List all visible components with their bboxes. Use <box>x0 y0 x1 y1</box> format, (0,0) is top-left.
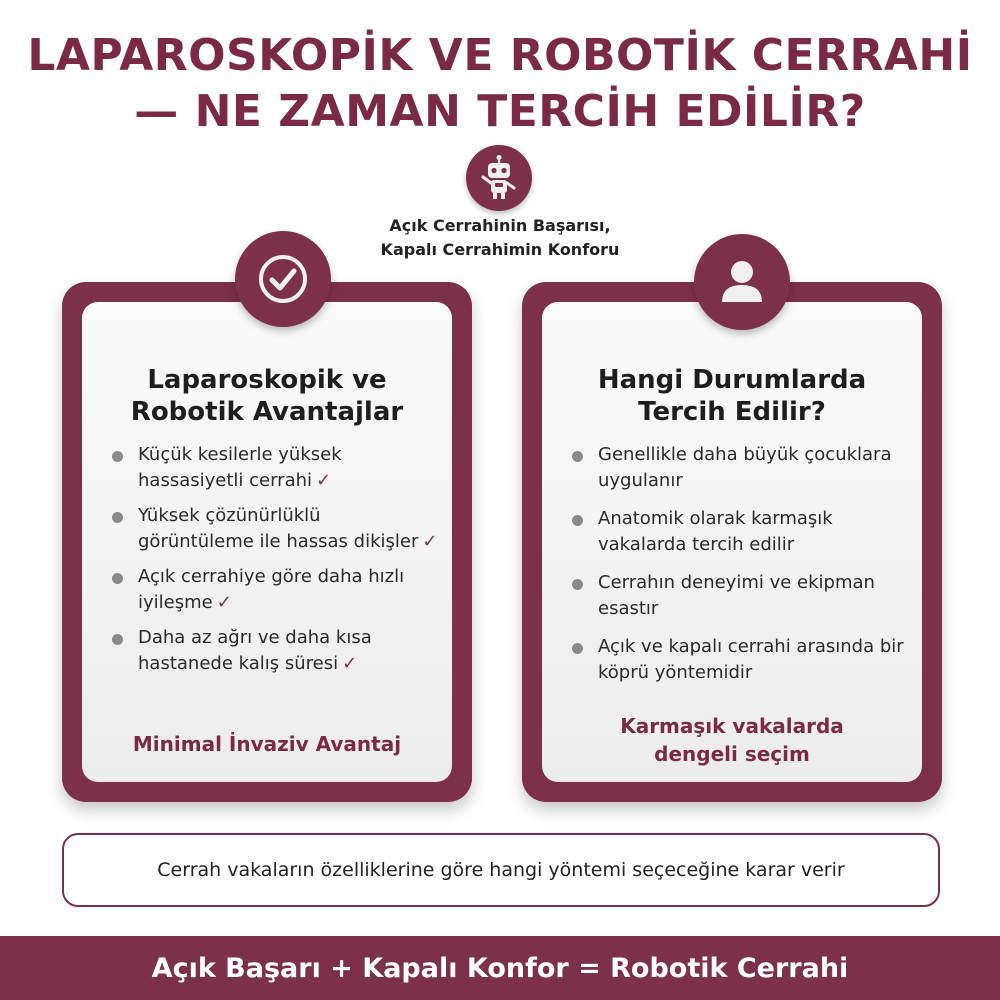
when-preferred-card-badge <box>694 234 790 330</box>
bottom-banner <box>0 936 1000 1000</box>
page-title <box>0 28 1000 140</box>
list-item-text: Genellikle daha büyük çocuklara uygulanır <box>598 444 892 491</box>
list-item <box>112 625 442 677</box>
summary-note-text: Cerrah vakaların özelliklerine göre hangi yöntemi seçeceğine karar verir <box>157 859 845 881</box>
advantages-card <box>62 282 472 802</box>
bottom-banner-text: Açık Başarı + Kapalı Konfor = Robotik Cerrahi <box>151 952 849 984</box>
when-preferred-card <box>522 282 942 802</box>
subtitle <box>300 214 700 262</box>
list-item-text: Daha az ağrı ve daha kısa hastanede kalış süresi <box>138 627 372 674</box>
advantages-card-title-line-1: Laparoskopik ve <box>147 365 387 395</box>
summary-note <box>62 833 940 907</box>
when-preferred-card-title <box>542 364 922 428</box>
advantages-card-footer-text: Minimal İnvaziv Avantaj <box>132 732 402 756</box>
advantages-card-title <box>82 364 452 428</box>
list-item-text: Açık ve kapalı cerrahi arasında bir köprü yöntemidir <box>598 636 904 683</box>
when-preferred-card-footer-line-2: dengeli seçim <box>654 742 810 766</box>
list-item-text: Anatomik olarak karmaşık vakalarda tercih edilir <box>598 508 833 555</box>
robot-badge <box>466 145 532 211</box>
advantages-card-body <box>82 302 452 782</box>
list-item <box>572 570 912 622</box>
when-preferred-card-title-line-1: Hangi Durumlarda <box>597 365 867 395</box>
advantages-list <box>112 442 442 686</box>
list-item <box>112 503 442 555</box>
when-preferred-card-footer-line-1: Karmaşık vakalarda <box>620 714 844 738</box>
subtitle-line-2: Kapalı Cerrahimin Konforu <box>380 240 620 259</box>
list-item-text: Açık cerrahiye göre daha hızlı iyileşme <box>138 566 405 613</box>
check-icon <box>253 249 313 309</box>
list-item <box>112 564 442 616</box>
list-item-text: Yüksek çözünürlüklü görüntüleme ile hassas dikişler <box>138 505 419 552</box>
when-preferred-card-body <box>542 302 922 782</box>
check-mark-icon: ✓ <box>316 470 332 491</box>
user-icon <box>712 252 772 312</box>
robot-icon <box>479 155 519 201</box>
advantages-card-footer <box>82 730 452 758</box>
list-item <box>572 442 912 494</box>
page-title-line-1: LAPAROSKOPİK VE ROBOTİK CERRAHİ <box>27 30 973 81</box>
list-item <box>572 506 912 558</box>
page-title-line-2: — NE ZAMAN TERCİH EDİLİR? <box>134 86 866 137</box>
when-preferred-card-title-line-2: Tercih Edilir? <box>638 397 826 427</box>
list-item-text: Küçük kesilerle yüksek hassasiyetli cerrahi <box>138 444 342 491</box>
subtitle-line-1: Açık Cerrahinin Başarısı, <box>389 216 611 235</box>
advantages-card-badge <box>235 231 331 327</box>
check-mark-icon: ✓ <box>216 592 232 613</box>
check-mark-icon: ✓ <box>422 531 438 552</box>
check-mark-icon: ✓ <box>342 653 358 674</box>
when-preferred-card-footer <box>542 712 922 768</box>
list-item <box>112 442 442 494</box>
list-item-text: Cerrahın deneyimi ve ekipman esastır <box>598 572 875 619</box>
advantages-card-title-line-2: Robotik Avantajlar <box>130 397 404 427</box>
when-preferred-list <box>572 442 912 698</box>
list-item <box>572 634 912 686</box>
